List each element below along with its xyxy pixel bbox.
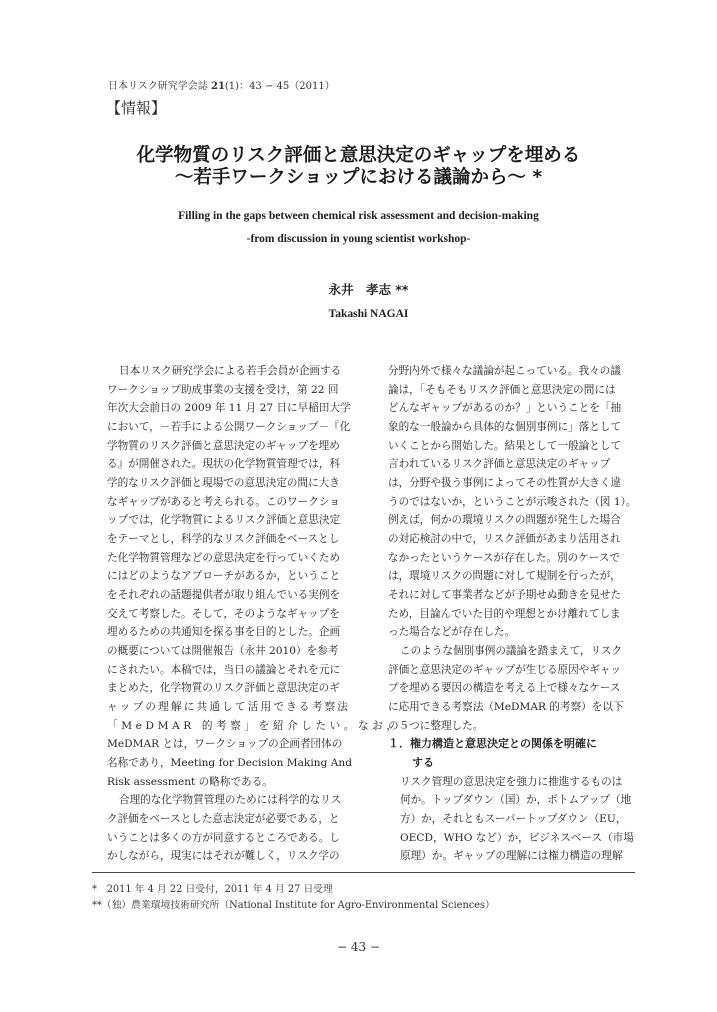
- body-line: 評価と意思決定のギャップが生じる原因やギャッ: [388, 663, 622, 676]
- body-line: かしながら，現実にはそれが難しく，リスク学の: [107, 850, 340, 863]
- subsection-heading: １．権力構造と意思決定との関係を明確に: [388, 737, 597, 751]
- footnote-received: * 2011 年 4 月 22 日受付，2011 年 4 月 27 日受理: [92, 884, 333, 895]
- author-japanese: 永井 孝志 **: [328, 282, 409, 297]
- body-line: の対応検討の中で，リスク評価があまり活用され: [388, 533, 621, 546]
- body-line: った場合などが存在した。: [388, 626, 516, 639]
- body-line: に応用できる考察法（MeDMAR 的考察）を以下: [388, 701, 624, 714]
- body-line: ップでは，化学物質によるリスク評価と意思決定: [107, 514, 341, 527]
- body-line: にされたい。本稿では，当日の議論とそれを元に: [107, 663, 341, 676]
- body-line: 年次大会前日の 2009 年 11 月 27 日に早稲田大学: [107, 402, 351, 415]
- body-line: このような個別事例の議論を踏まえて，リスク: [400, 645, 623, 658]
- body-column-left: [107, 362, 401, 866]
- body-line: 学物質のリスク評価と意思決定のギャップを埋め: [107, 439, 340, 452]
- body-line: 合理的な化学物質管理のためには科学的なリス: [119, 794, 342, 807]
- footnote-affiliation: **（独）農業環境技術研究所（National Institute for Agro-Environmental Sciences）: [92, 900, 495, 911]
- body-line: において，－若手による公開ワークショップ－『化: [107, 421, 351, 434]
- body-line: は，分野や扱う事例によってその性質が大きく違: [388, 477, 622, 490]
- body-line: 名称であり，Meeting for Decision Making And: [107, 757, 352, 770]
- journal-issue-pages: (1)：43 − 45（2011）: [224, 81, 335, 92]
- body-line: Risk assessment の略称である。: [107, 775, 273, 788]
- footnote-divider: [92, 872, 635, 873]
- body-line: それに対して事業者などが予期せぬ動きを見せた: [388, 589, 622, 602]
- english-title-line-1: Filling in the gaps between chemical risk assessment and decision-making: [178, 210, 539, 222]
- body-line: の５つに整理した。: [388, 719, 484, 732]
- body-line: MeDMAR とは，ワークショップの企画者団体の: [107, 738, 343, 751]
- body-line: にはどのようなアプローチがあるか，ということ: [107, 570, 341, 583]
- body-line: リスク管理の意思決定を強力に推進するものは: [400, 775, 623, 788]
- journal-citation: [108, 77, 335, 92]
- body-line: いくことから開始した。結果として一般論として: [388, 439, 622, 452]
- body-line: うのではないか，ということが示唆された（図 1）。: [388, 495, 637, 508]
- body-line: 例えば，何かの環境リスクの問題が発生した場合: [388, 514, 621, 527]
- body-line: 交えて考察した。そして，そのようなギャップを: [107, 607, 340, 620]
- body-line: の概要については開催報告（永井 2010）を参考: [107, 645, 339, 658]
- body-line: ため，目論んでいた目的や理想とかけ離れてしま: [388, 607, 621, 620]
- body-line: なギャップがあると考えられる。このワークショ: [107, 495, 340, 508]
- body-line: ワークショップ助成事業の支援を受け，第 22 回: [107, 383, 339, 396]
- journal-volume: 21: [210, 81, 225, 92]
- body-line: 何か。トップダウン（国）か，ボトムアップ（地: [400, 794, 632, 807]
- body-line: をテーマとし，科学的なリスク評価をベースとし: [107, 533, 340, 546]
- journal-name: 日本リスク研究学会誌: [108, 81, 211, 92]
- body-line: をそれぞれの話題提供者が取り組んでいる実例を: [107, 589, 341, 602]
- body-column-right: [388, 362, 638, 866]
- body-line: 方）か，それともスーパートップダウン（EU，: [400, 813, 627, 826]
- subsection-heading: する: [412, 756, 434, 770]
- page-number: − 43 −: [336, 940, 380, 954]
- body-line: いうことは多くの方が同意するところである。し: [107, 831, 340, 844]
- body-line: OECD，WHO など）か，ビジネスベース（市場: [400, 831, 634, 844]
- english-title-line-2: -from discussion in young scientist workshop-: [246, 233, 471, 245]
- body-line: る』が開催された。現状の化学物質管理では，科: [107, 458, 341, 471]
- body-line: 分野内外で様々な議論が起こっている。我々の議: [388, 365, 621, 377]
- body-line: どんなギャップがあるのか？」ということを「抽: [388, 402, 622, 415]
- body-line: た化学物質管理などの意思決定を行っていくため: [107, 551, 341, 564]
- body-line: 象的な一般論から具体的な個別事例に」落として: [388, 421, 622, 434]
- body-line: 学的なリスク評価と現場での意思決定の間に大き: [107, 477, 340, 490]
- title-line-2: 〜若手ワークショップにおける議論から〜 *: [174, 167, 543, 188]
- body-line: まとめた，化学物質のリスク評価と意思決定のギ: [107, 682, 340, 695]
- author-english: Takashi NAGAI: [328, 308, 409, 320]
- body-line: は，環境リスクの問題に対して規制を行ったが，: [388, 570, 621, 583]
- body-line: ャップの理解に共通して活用できる考察法: [107, 701, 351, 714]
- body-line: 日本リスク研究学会による若手会員が企画する: [119, 365, 342, 377]
- body-line: なかったというケースが存在した。別のケースで: [388, 551, 621, 564]
- body-line: 埋めるための共通知を探る事を目的とした。企画: [107, 626, 341, 639]
- title-line-1: 化学物質のリスク評価と意思決定のギャップを埋める: [136, 145, 581, 166]
- body-line: 原理）か。ギャップの理解には権力構造の理解: [400, 850, 623, 863]
- body-line: ク評価をベースとした意志決定が必要である，と: [107, 813, 340, 826]
- body-line: 論は，「そもそもリスク評価と意思決定の間には: [388, 383, 616, 396]
- body-line: 「MeDMAR 的考察」を紹介したい。なお，: [107, 719, 401, 732]
- body-line: 言われているリスク評価と意思決定のギャップ: [388, 458, 611, 471]
- section-label: 【情報】: [106, 99, 167, 117]
- body-line: プを埋める要因の構造を考える上で様々なケース: [388, 682, 621, 695]
